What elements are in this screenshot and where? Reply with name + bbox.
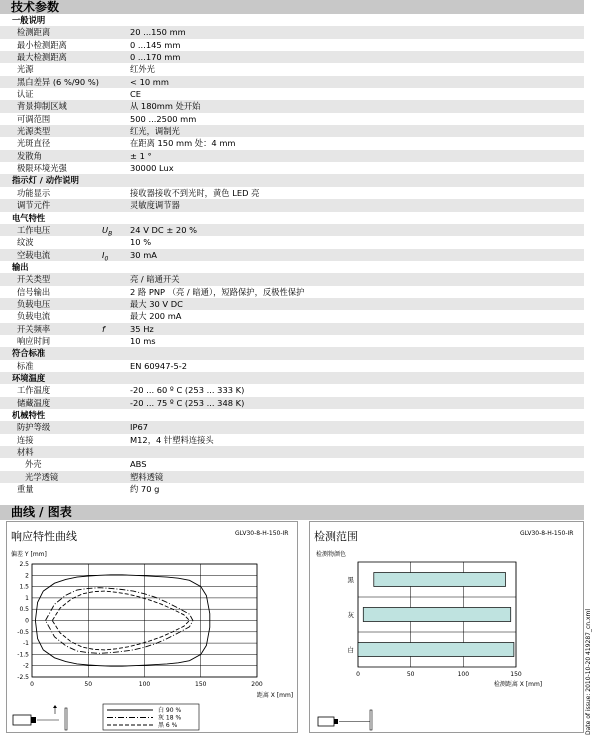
spec-value: 从 180mm 处开始 [130, 101, 201, 112]
spec-row [0, 249, 584, 261]
document-id: Date of issue: 2010-10-20 419287_cn.xml [585, 608, 592, 735]
legend-label: 灰 18 % [158, 714, 182, 722]
spec-symbol [102, 323, 105, 335]
x-tick-label: 0 [356, 671, 360, 678]
x-tick-label: 50 [406, 671, 415, 678]
spec-row [0, 397, 584, 409]
spec-label: 最小检测距离 [17, 39, 67, 50]
spec-label: 工作温度 [17, 385, 51, 396]
spec-label: 负载电压 [17, 298, 51, 309]
spec-label: 储藏温度 [17, 397, 51, 408]
spec-row [0, 323, 584, 335]
spec-row [0, 335, 584, 347]
spec-section-header [0, 347, 584, 359]
spec-value: M12，4 针塑料连接头 [130, 434, 214, 445]
x-tick-label: 50 [84, 681, 93, 688]
spec-row [0, 421, 584, 433]
spec-label: 材料 [17, 447, 34, 458]
detection-range-model: GLV30-8-H-150-IR [520, 530, 574, 537]
spec-value: 红光，调制光 [130, 126, 180, 137]
spec-label: 标准 [17, 360, 34, 371]
spec-label: 输出 [12, 261, 29, 272]
spec-row [0, 125, 584, 137]
spec-label: 连接 [17, 434, 34, 445]
spec-value: -20 ... 75 º C (253 ... 348 K) [130, 397, 245, 408]
spec-value: CE [130, 89, 142, 100]
range-bar [374, 573, 506, 587]
detection-range-panel [309, 521, 584, 733]
spec-label: 开关类型 [17, 274, 51, 285]
x-axis-label: 检测距离 X [mm] [493, 681, 543, 688]
spec-row [0, 137, 584, 149]
sensor-icon [318, 717, 334, 726]
spec-label: 机械特性 [12, 410, 46, 420]
spec-label: 光源 [17, 64, 34, 75]
spec-row [0, 187, 584, 199]
y-tick-label: 0 [25, 617, 29, 625]
response-curve-model: GLV30-8-H-150-IR [235, 530, 289, 537]
spec-label: 功能显示 [17, 187, 51, 198]
spec-row [0, 63, 584, 75]
spec-label: 光斑直径 [17, 138, 51, 149]
spec-value: 10 ms [130, 335, 156, 346]
arrow-head-icon [53, 705, 57, 708]
spec-row [0, 360, 584, 372]
spec-row [0, 39, 584, 51]
range-bar [363, 608, 510, 622]
spec-row [0, 310, 584, 322]
y-tick-label: 1.5 [19, 583, 29, 591]
spec-value: 约 70 g [130, 484, 160, 495]
category-label: 灰 [347, 611, 354, 619]
spec-label: 符合标准 [12, 348, 46, 359]
legend-label: 白 90 % [158, 707, 182, 714]
spec-label: 黑白差异 (6 %/90 %) [17, 76, 99, 87]
legend-box [103, 704, 199, 730]
spec-value: 灵敏度调节器 [130, 200, 180, 211]
spec-value: EN 60947-5-2 [130, 360, 188, 371]
spec-row [0, 458, 584, 470]
spec-symbol-main: I [102, 249, 105, 260]
spec-row [0, 298, 584, 310]
spec-value: IP67 [130, 422, 149, 433]
category-label: 白 [347, 646, 354, 654]
spec-value: -20 ... 60 º C (253 ... 333 K) [130, 385, 245, 396]
spec-label: 调节元件 [17, 200, 51, 211]
spec-label: 开关频率 [17, 323, 51, 334]
spec-label: 指示灯 / 动作说明 [12, 175, 79, 186]
x-tick-label: 150 [195, 681, 207, 688]
spec-symbol-main: U [102, 224, 109, 235]
spec-value: 30 mA [130, 249, 157, 260]
spec-value: 2 路 PNP （亮 / 暗通），短路保护，反极性保护 [130, 286, 305, 297]
y-tick-label: 0.5 [19, 606, 29, 614]
spec-row [0, 236, 584, 248]
spec-value: 红外光 [130, 64, 155, 75]
spec-value: 接收器接收不到光时，黄色 LED 亮 [130, 187, 260, 198]
spec-value: 0 ...170 mm [130, 52, 181, 63]
spec-label: 发散角 [17, 150, 42, 161]
spec-symbol-main: f [102, 323, 105, 334]
spec-label: 工作电压 [17, 224, 51, 235]
spec-row [0, 51, 584, 63]
spec-value: 30000 Lux [130, 163, 174, 174]
spec-label: 可调范围 [17, 113, 51, 124]
y-tick-label: 1 [25, 594, 29, 602]
spec-label: 最大检测距离 [17, 52, 67, 63]
spec-row [0, 162, 584, 174]
y-tick-label: 2 [25, 572, 29, 580]
spec-row [0, 199, 584, 211]
spec-label: 极限环境光强 [17, 163, 67, 174]
spec-row [0, 434, 584, 446]
spec-label: 认证 [17, 89, 34, 100]
spec-value: 10 % [130, 237, 152, 248]
spec-row [0, 446, 584, 458]
spec-row [0, 26, 584, 38]
response-curve-chart [7, 542, 297, 732]
target-icon [65, 708, 67, 730]
y-tick-label: -2 [23, 662, 29, 670]
spec-row [0, 471, 584, 483]
spec-row [0, 224, 584, 236]
spec-row [0, 286, 584, 298]
spec-section-header [0, 212, 584, 224]
spec-row [0, 100, 584, 112]
y-tick-label: -0.5 [17, 628, 29, 636]
spec-section-header [0, 174, 584, 186]
spec-label: 外壳 [25, 459, 42, 470]
category-label: 黑 [347, 576, 354, 584]
y-tick-label: -2.5 [17, 674, 29, 681]
sensor-icon [13, 715, 31, 725]
y-axis-label: 偏差 Y [mm] [11, 551, 47, 558]
spec-label: 环境温度 [12, 372, 46, 383]
spec-value: ± 1 ° [130, 150, 152, 161]
spec-value: < 10 mm [130, 76, 169, 87]
spec-section-header [0, 409, 584, 421]
x-tick-label: 0 [30, 681, 34, 688]
response-curve-panel [6, 521, 298, 733]
spec-label: 防护等级 [17, 422, 51, 433]
spec-value: 500 ...2500 mm [130, 113, 197, 124]
x-tick-label: 150 [510, 671, 522, 678]
spec-row [0, 76, 584, 88]
x-tick-label: 200 [251, 681, 263, 688]
spec-label: 信号输出 [17, 286, 51, 297]
spec-section-header [0, 14, 584, 26]
spec-value: 最大 200 mA [130, 311, 182, 322]
spec-label: 光学透镜 [25, 471, 59, 482]
x-tick-label: 100 [457, 671, 470, 678]
y-tick-label: -1.5 [17, 651, 29, 659]
spec-section-header [0, 261, 584, 273]
x-axis-label: 距离 X [mm] [256, 692, 294, 699]
response-curve-title: 响应特性曲线 [11, 530, 77, 543]
spec-value: 塑料透镜 [130, 471, 164, 482]
spec-value: 35 Hz [130, 323, 154, 334]
spec-table [0, 14, 584, 495]
legend-label: 黑 6 % [158, 722, 178, 729]
target-icon [370, 710, 372, 730]
spec-row [0, 113, 584, 125]
spec-row [0, 483, 584, 495]
spec-value: ABS [130, 459, 147, 470]
spec-label: 纹波 [17, 237, 34, 248]
y-axis-label: 检测物颜色 [316, 551, 347, 558]
spec-label: 检测距离 [17, 27, 51, 38]
spec-label: 负载电流 [17, 311, 51, 322]
spec-label: 响应时间 [17, 335, 51, 346]
spec-label: 背景抑制区域 [17, 101, 67, 112]
spec-label: 电气特性 [12, 212, 46, 223]
sensor-lens-icon [334, 719, 338, 724]
spec-value: 0 ...145 mm [130, 39, 181, 50]
spec-value: 亮 / 暗通开关 [130, 274, 180, 285]
spec-label: 空载电流 [17, 249, 51, 260]
spec-value: 最大 30 V DC [130, 298, 183, 309]
y-tick-label: 2.5 [19, 561, 29, 568]
spec-label: 一般说明 [12, 15, 46, 25]
spec-row [0, 384, 584, 396]
y-tick-label: -1 [23, 640, 29, 648]
spec-value: 20 ...150 mm [130, 27, 186, 38]
spec-label: 光源类型 [17, 126, 51, 137]
range-bar [358, 643, 514, 657]
sensor-lens-icon [31, 717, 36, 723]
spec-row [0, 88, 584, 100]
spec-symbol-sub: 0 [104, 255, 109, 263]
curves-header: 曲线 / 图表 [0, 505, 584, 520]
spec-row [0, 273, 584, 285]
detection-range-title: 检测范围 [314, 530, 358, 543]
tech-params-header: 技术参数 [0, 0, 584, 14]
spec-value: 在距离 150 mm 处：4 mm [130, 138, 236, 149]
spec-label: 重量 [17, 484, 34, 495]
spec-row [0, 150, 584, 162]
x-tick-label: 100 [138, 681, 151, 688]
detection-range-chart [310, 542, 583, 732]
spec-symbol-sub: B [108, 230, 113, 238]
spec-value: 24 V DC ± 20 % [130, 224, 197, 235]
spec-section-header [0, 372, 584, 384]
